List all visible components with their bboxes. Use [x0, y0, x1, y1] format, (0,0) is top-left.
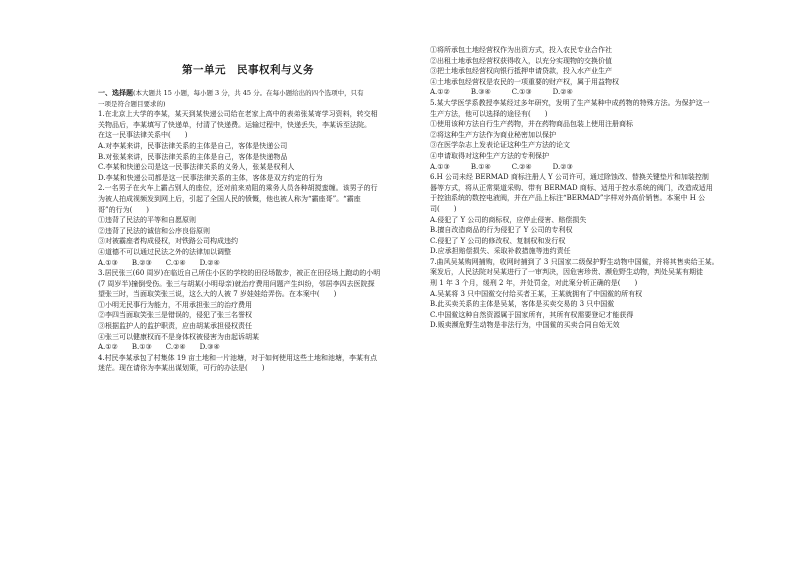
- text-line: D.李某和快递公司都是这一民事法律关系的主体，客体是双方约定的行为: [98, 173, 323, 182]
- section-note-continued: 一项是符合题目要求的): [98, 99, 166, 108]
- text-line: 6.H 公司未经 BERMAD 商标注册人 Y 公司许可，通过除蚀改、替换关键垫片和加装控制: [430, 173, 709, 182]
- text-line: ②李四当面取笑张三是错误的，侵犯了张三名誉权: [98, 311, 252, 320]
- text-line: A.对李某来讲，民事法律关系的主体是自己，客体是快递公司: [98, 141, 288, 150]
- text-line: 哥”的行为( ): [98, 205, 150, 214]
- text-line: 于控油系统的数控电液阀，并在产品上标注“BERMAD”字样对外高价销售。本案中 H 公: [430, 194, 706, 203]
- text-line: A.①② B.③④ C.①③ D.②④: [430, 88, 573, 97]
- text-line: ④道德不可以通过民法之外的法律加以调整: [98, 247, 231, 256]
- text-line: 在这一民事法律关系中( ): [98, 131, 188, 140]
- text-line: 迷茫。现在请你为李某出谋划策，可行的办法是( ): [98, 364, 265, 373]
- text-line: ②出租土地承包经营权获得收入，以充分实现物的交换价值: [430, 56, 612, 65]
- text-line: 7.曲风吴某购网捕购，收网时捕到了 3 只国家二级保护野生动物中国鲎，并将其售卖给王某。: [430, 257, 719, 266]
- text-line: 4.村民李某承包了村集体 19 亩土地和一片池塘，对于如何使用这些土地和池塘，李某有点: [98, 353, 378, 362]
- text-line: ③在医学杂志上发表论证这种生产方法的论文: [430, 141, 570, 150]
- text-line: ③根据监护人的监护职责，应由胡某承担侵权责任: [98, 322, 252, 331]
- text-line: B.擅自改造商品的行为侵犯了 Y 公司的专利权: [430, 226, 573, 235]
- text-line: 望张三时，当面取笑张三说，这么大的人被 7 岁娃娃给弄伤。在本案中( ): [98, 290, 337, 299]
- section-heading: 一、选择题: [98, 88, 133, 97]
- text-line: ④土地承包经营权是农民的一项重要的财产权，属于用益物权: [430, 77, 619, 86]
- text-line: ③对被霸座者构成侵权，对铁路公司构成违约: [98, 237, 238, 246]
- text-line: B.对张某来讲，民事法律关系的主体是自己，客体是快递物品: [98, 152, 288, 161]
- section-heading-line: [98, 88, 398, 99]
- text-line: ④张三可以健康权而不是身体权被侵害为由起诉胡某: [98, 332, 259, 341]
- text-line: ①使用该种方法自行生产药物，并在药物商品包装上使用注册商标: [430, 120, 633, 129]
- text-line: D.贩卖濒危野生动物是非法行为，中国鲎的买卖合同自始无效: [430, 321, 620, 330]
- right-question-block: [430, 45, 782, 331]
- text-line: 2.一名男子在火车上霸占别人的座位，还对前来劝阻的乘务人员各种胡搅蛮缠。该男子的行: [98, 184, 378, 193]
- text-line: 刑 1 年 3 个月，缓刑 2 年，并处罚金，对此案分析正确的是( ): [430, 279, 638, 288]
- text-line: A.侵犯了 Y 公司的商标权，应停止侵害、赔偿损失: [430, 215, 587, 224]
- text-line: (7 周岁半)撞倒受伤。张三与胡某(小明母亲)就治疗费用问题产生纠纷，邻居李四去医院探: [98, 279, 375, 288]
- text-line: 1.在北京上大学的李某，某天到某快递公司给在老家上高中的表弟张某寄学习资料，转交相: [98, 110, 378, 119]
- text-line: ①将所承包土地经营权作为出资方式，投入农民专业合作社: [430, 46, 612, 54]
- text-line: 生产方法，他可以选择的途径有( ): [430, 109, 548, 118]
- text-line: ②违背了民法的诚信和公序良俗原则: [98, 226, 210, 235]
- text-line: C.中国鲎这种自然资源属于国家所有，其所有权需要登记才能获得: [430, 310, 634, 319]
- text-line: 5.某大学医学系教授李某经过多年研究，发明了生产某种中成药物的特殊方法。为保护这一: [430, 98, 710, 107]
- text-line: 器等方式，将从正常渠道采购、带有 BERMAD 商标、适用于控水系统的阀门，改造成适用: [430, 183, 713, 192]
- text-line: 案发后，人民法院对吴某进行了一审判决，因危害珍贵、濒危野生动物，判处吴某有期徒: [430, 268, 703, 277]
- text-line: B.此买卖关系的主体是吴某，客体是买卖交易的 3 只中国鲎: [430, 300, 615, 309]
- text-line: C.李某和快递公司是这一民事法律关系的义务人，张某是权利人: [98, 163, 295, 172]
- text-line: ②将这种生产方法作为商业秘密加以保护: [430, 130, 556, 139]
- text-line: C.侵犯了 Y 公司的修改权、复制权和发行权: [430, 236, 566, 245]
- text-line: A.①② B.①③ C.②④ D.③④: [98, 343, 220, 352]
- page-title: 第一单元 民事权利与义务: [182, 64, 314, 76]
- text-line: A.①③ B.②③ C.①④ D.②④: [98, 258, 220, 267]
- text-line: A.吴某将 3 只中国鲎交付给买者王某，王某就拥有了中国鲎的所有权: [430, 289, 643, 298]
- text-line: ④申请取得对这种生产方法的专利保护: [430, 151, 549, 160]
- left-question-block: [98, 88, 398, 374]
- text-line: ①小明无民事行为能力，不用承担张三的治疗费用: [98, 300, 252, 309]
- text-line: D.应承担赔偿损失、采取补救措施等违约责任: [430, 247, 571, 256]
- text-line: 司( ): [430, 204, 457, 213]
- text-line: 3.居民张三(60 周岁)在临近自己所住小区的学校的田径场散步，被正在田径场上跑动的小明: [98, 269, 381, 278]
- text-line: ①违背了民法的平等和自愿原则: [98, 216, 196, 225]
- text-line: 为被人拍成视频发到网上后，引起了全国人民的愤慨，他也被人称为“霸座哥”。“霸座: [98, 194, 361, 203]
- text-line: 关物品后，李某填写了快递单，付清了快递费。运输过程中，快递丢失，李某诉至法院。: [98, 120, 371, 129]
- text-line: A.①③ B.①④ C.②④ D.②③: [430, 162, 573, 171]
- text-line: ③把土地承包经营权向银行抵押申请贷款，投入水产业生产: [430, 67, 612, 76]
- section-note: (本大题共 15 小题，每小题 3 分，共 45 分。在每小题给出的四个选项中，只有: [133, 89, 364, 97]
